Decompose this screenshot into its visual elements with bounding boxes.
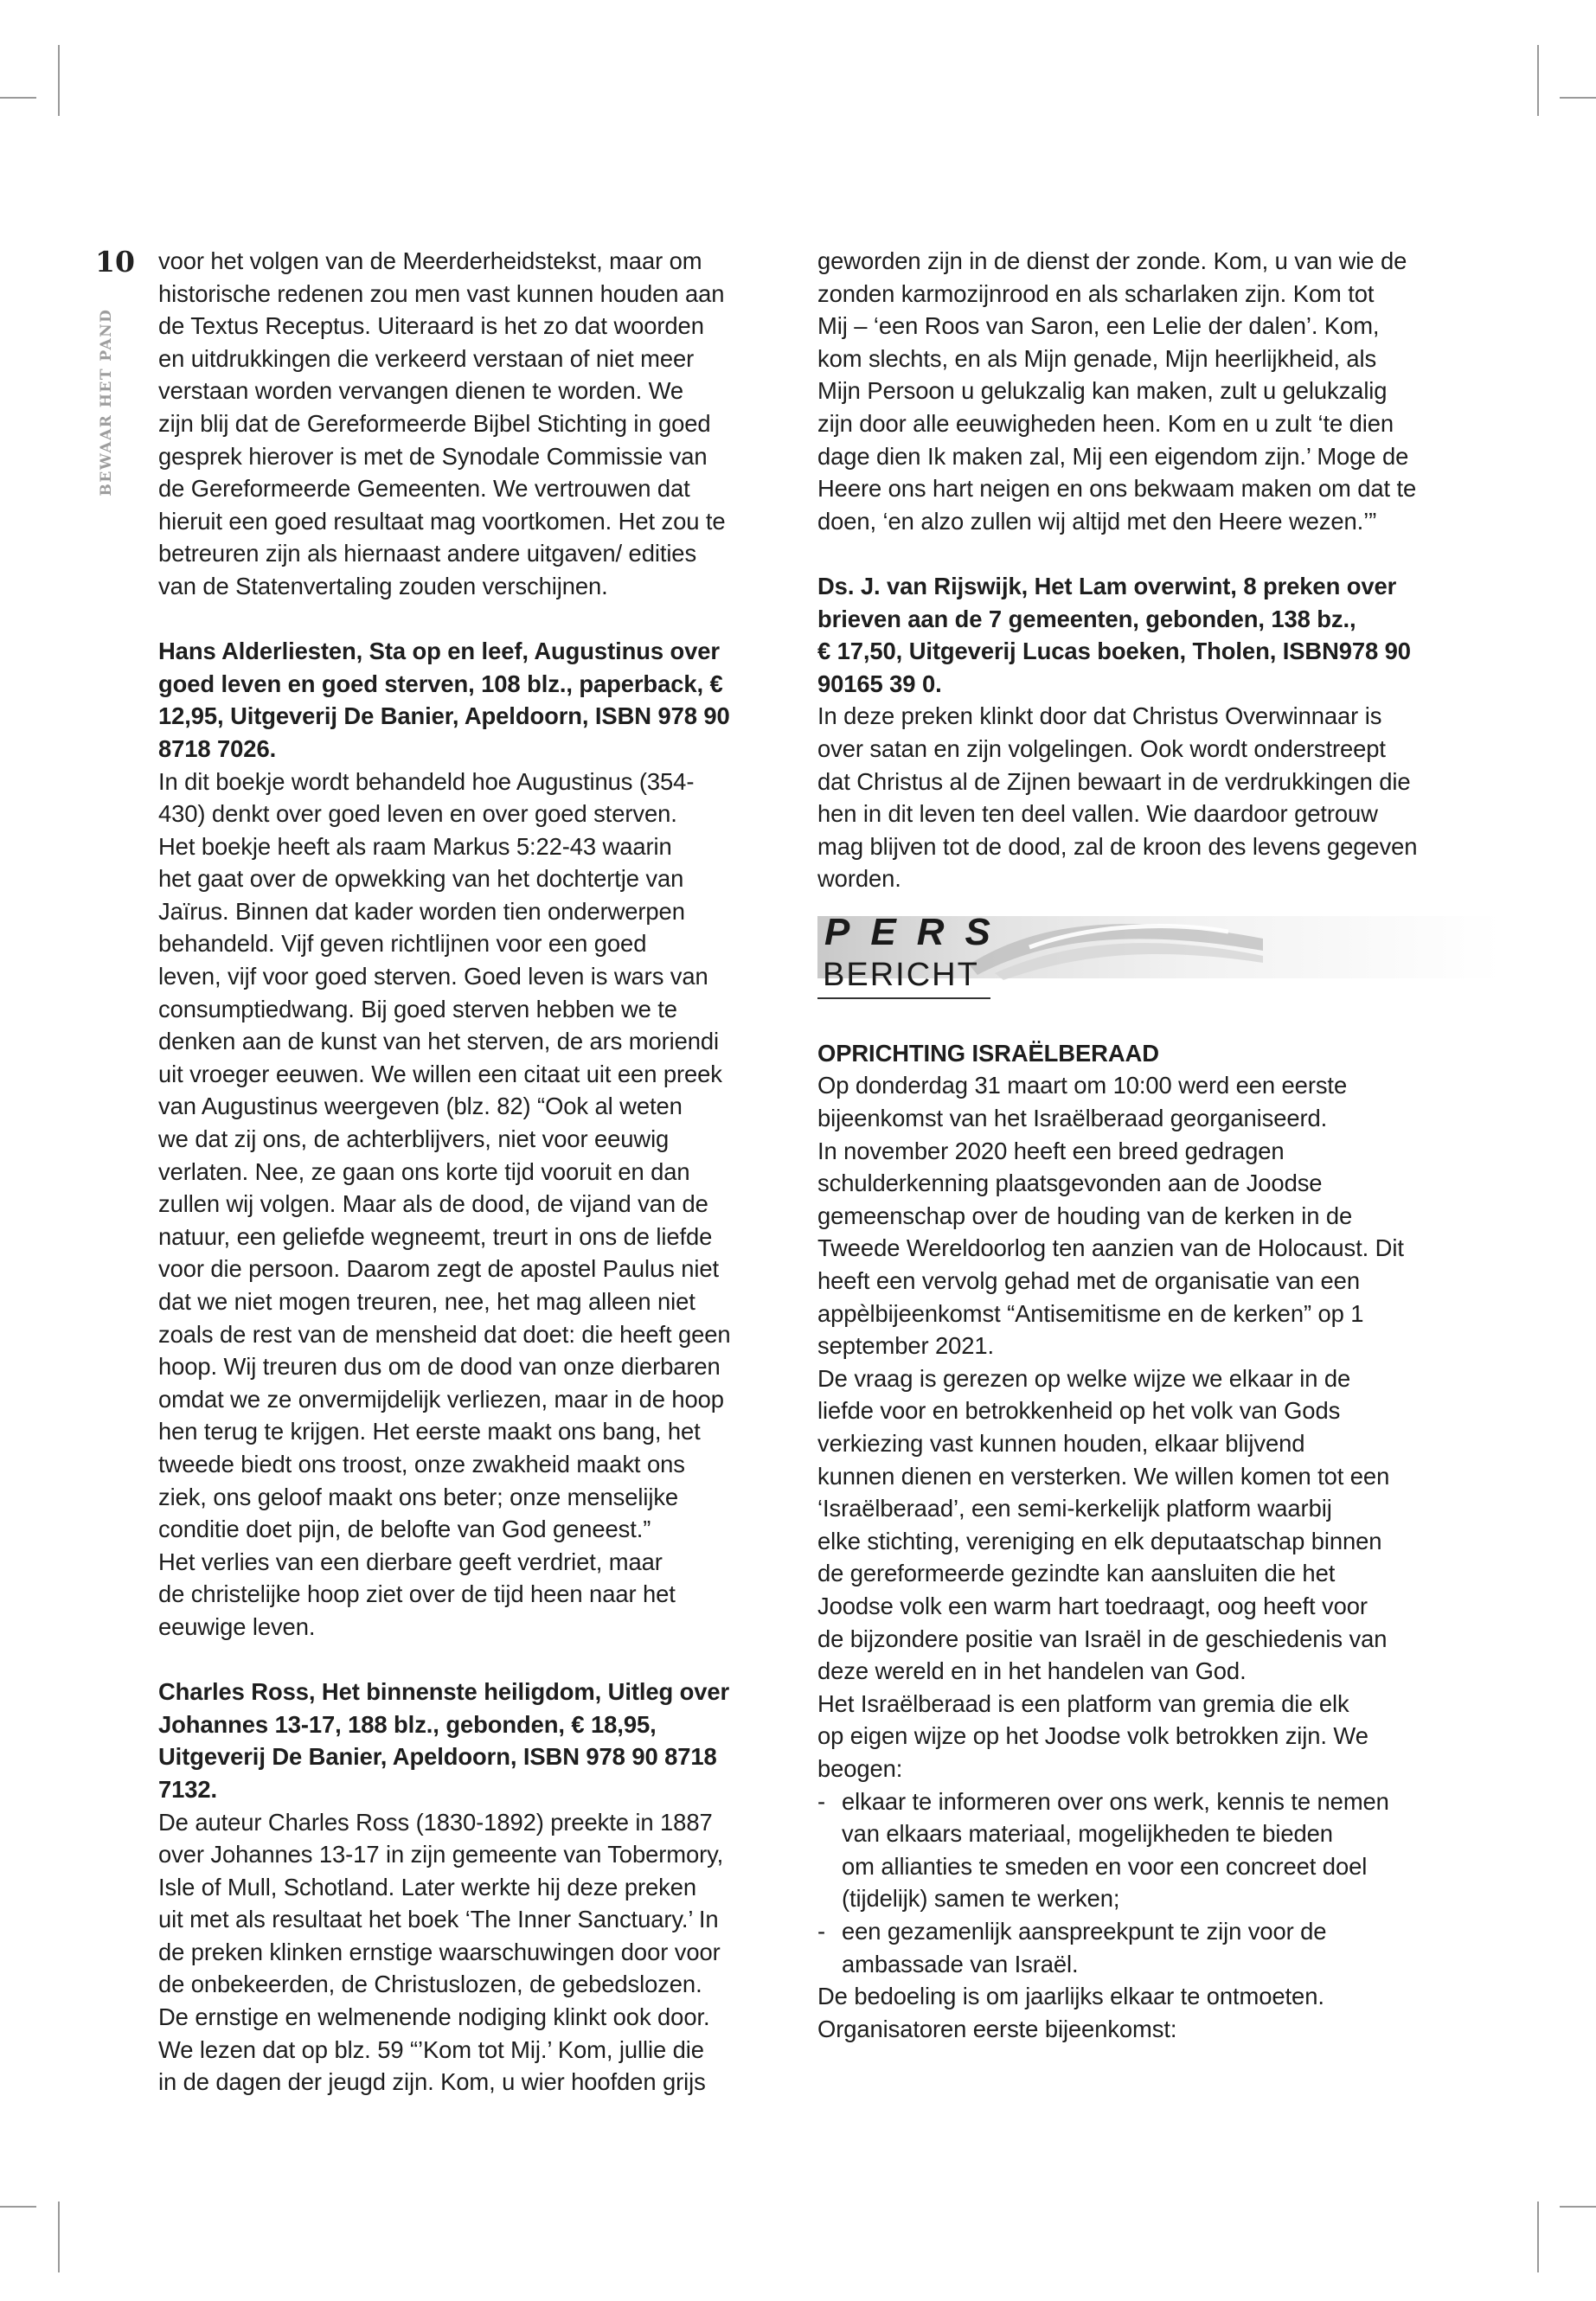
bullet-text	[842, 1915, 1326, 1980]
press-body	[817, 1069, 1462, 1785]
bullet-item	[817, 1915, 1462, 1980]
text-line: Ds. J. van Rijswijk, Het Lam overwint, 8 preken over	[817, 572, 1397, 599]
text-line: geworden zijn in de dienst der zonde. Kom, u van wie de	[817, 247, 1407, 274]
banner-swoosh-graphic	[969, 913, 1263, 980]
text-line: september 2021.	[817, 1332, 995, 1360]
crop-mark	[0, 2206, 36, 2208]
text-line: van elkaars materiaal, mogelijkheden te bieden	[842, 1820, 1333, 1848]
text-line: (tijdelijk) samen te werken;	[842, 1885, 1120, 1913]
text-line: 12,95, Uitgeverij De Banier, Apeldoorn, ISBN 978 90	[158, 702, 730, 730]
text-line: om allianties te smeden en voor een concreet doel	[842, 1852, 1368, 1880]
text-line: voor die persoon. Daarom zegt de apostel Paulus niet	[158, 1255, 720, 1283]
press-closing	[817, 1980, 1462, 2045]
text-line: hen in dit leven ten deel vallen. Wie daardoor getrouw	[817, 800, 1378, 828]
text-line: tweede biedt ons troost, onze zwakheid maakt ons	[158, 1450, 685, 1477]
text-line: zoals de rest van de mensheid dat doet: die heeft geen	[158, 1320, 731, 1348]
text-line: goed leven en goed sterven, 108 blz., paperback, €	[158, 670, 723, 697]
text-line: 8718 7026.	[158, 734, 277, 762]
text-line: De bedoeling is om jaarlijks elkaar te ontmoeten.	[817, 1983, 1324, 2010]
text-line: historische redenen zou men vast kunnen houden aan	[158, 279, 725, 307]
text-line: worden.	[817, 865, 901, 893]
text-line: hieruit een goed resultaat mag voortkomen. Het zou te	[158, 507, 726, 535]
crop-mark	[1560, 2206, 1596, 2208]
text-line: de bijzondere positie van Israël in de geschiedenis van	[817, 1625, 1388, 1652]
text-line: kunnen dienen en versterken. We willen komen tot een	[817, 1462, 1390, 1490]
text-line: uit vroeger eeuwen. We willen een citaat uit een preek	[158, 1060, 722, 1087]
text-line: uit met als resultaat het boek ‘The Inner Sanctuary.’ In	[158, 1906, 719, 1933]
text-line: In dit boekje wordt behandeld hoe Augustinus (354-	[158, 767, 695, 795]
text-line: consumptiedwang. Bij goed sterven hebben we te	[158, 995, 677, 1022]
text-line: We lezen dat op blz. 59 “’Kom tot Mij.’ Kom, jullie die	[158, 2035, 704, 2063]
banner-title-pers: PERS	[824, 910, 1011, 953]
text-line: elke stichting, vereniging en elk deputaatschap binnen	[817, 1527, 1382, 1554]
text-line: Jaïrus. Binnen dat kader worden tien onderwerpen	[158, 897, 685, 925]
text-line: Isle of Mull, Schotland. Later werkte hij deze preken	[158, 1873, 696, 1900]
review-body-ross	[158, 1806, 760, 2099]
text-line: Hans Alderliesten, Sta op en leef, Augustinus over	[158, 638, 720, 665]
text-line: 90165 39 0.	[817, 670, 942, 697]
text-line: heeft een vervolg gehad met de organisatie van een	[817, 1267, 1360, 1295]
text-line: brieven aan de 7 gemeenten, gebonden, 138 bz.,	[817, 605, 1356, 632]
text-line: zijn door alle eeuwigheden heen. Kom en u zult ‘te dien	[817, 409, 1394, 437]
crop-mark	[1537, 2202, 1539, 2272]
bullet-item	[817, 1785, 1462, 1915]
text-line: doen, ‘en alzo zullen wij altijd met den Heere wezen.’”	[817, 507, 1377, 535]
text-line: Joodse volk een warm hart toedraagt, oog heeft voor	[817, 1592, 1368, 1619]
text-line: Johannes 13-17, 188 blz., gebonden, € 18,95,	[158, 1710, 657, 1738]
text-line: ambassade van Israël.	[842, 1950, 1079, 1977]
text-line: betreuren zijn als hiernaast andere uitgaven/ edities	[158, 540, 697, 567]
text-line: appèlbijeenkomst “Antisemitisme en de kerken” op 1	[817, 1299, 1364, 1327]
text-line: verlaten. Nee, ze gaan ons korte tijd vooruit en dan	[158, 1157, 690, 1185]
page-number: 10	[95, 245, 135, 279]
text-line: De ernstige en welmenende nodiging klinkt ook door.	[158, 2003, 710, 2031]
text-line: het gaat over de opwekking van het dochtertje van	[158, 865, 684, 893]
text-line: de christelijke hoop ziet over de tijd heen naar het	[158, 1580, 676, 1608]
right-column	[817, 245, 1462, 2045]
text-line: conditie doet pijn, de belofte van God geneest.”	[158, 1516, 651, 1543]
crop-mark	[58, 2202, 60, 2272]
text-line: en uitdrukkingen die verkeerd verstaan of niet meer	[158, 344, 695, 372]
press-release-banner	[817, 907, 1462, 1004]
text-line: dat Christus al de Zijnen bewaart in de verdrukkingen die	[817, 767, 1411, 795]
text-line: verkiezing vast kunnen houden, elkaar blijvend	[817, 1430, 1305, 1457]
crop-mark	[1537, 45, 1539, 116]
text-line: 7132.	[158, 1775, 218, 1803]
text-line: verstaan worden vervangen dienen te worden. We	[158, 377, 683, 405]
text-line: we dat zij ons, de achterblijvers, niet voor eeuwig	[158, 1125, 670, 1153]
crop-mark	[1560, 97, 1596, 99]
text-line: 430) denkt over goed leven en over goed sterven.	[158, 800, 677, 828]
text-line: een gezamenlijk aanspreekpunt te zijn voor de	[842, 1917, 1327, 1945]
text-line: de Gereformeerde Gemeenten. We vertrouwen dat	[158, 475, 690, 503]
text-line: Mijn Persoon u gelukzalig kan maken, zult u gelukzalig	[817, 377, 1388, 405]
text-line: Mij – ‘een Roos van Saron, een Lelie der dalen’. Kom,	[817, 312, 1380, 340]
text-line: ‘Israëlberaad’, een semi-kerkelijk platform waarbij	[817, 1495, 1332, 1522]
running-head	[89, 303, 124, 502]
text-line: De auteur Charles Ross (1830-1892) preekte in 1887	[158, 1808, 713, 1836]
text-line: natuur, een geliefde wegneemt, treurt in ons de liefde	[158, 1222, 713, 1250]
text-line: hen terug te krijgen. Het eerste maakt ons bang, het	[158, 1418, 701, 1445]
text-line: in de dagen der jeugd zijn. Kom, u wier hoofden grijs	[158, 2068, 706, 2096]
press-heading: OPRICHTING ISRAËLBERAAD	[817, 1039, 1159, 1067]
banner-rule	[817, 997, 990, 999]
text-line: de onbekeerden, de Christuslozen, de gebedslozen.	[158, 1971, 702, 1998]
text-line: denken aan de kunst van het sterven, de ars moriendi	[158, 1028, 720, 1055]
quote-continuation	[817, 245, 1462, 537]
bullet-dash: -	[817, 1917, 826, 1945]
text-line: dage dien Ik maken zal, Mij een eigendom zijn.’ Moge de	[817, 442, 1409, 470]
text-line: dat we niet mogen treuren, nee, het mag alleen niet	[158, 1288, 695, 1315]
text-line: de gereformeerde gezindte kan aansluiten die het	[817, 1560, 1336, 1587]
text-line: ziek, ons geloof maakt ons beter; onze menselijke	[158, 1483, 679, 1510]
review-heading-ross	[158, 1676, 760, 1805]
review-body-van-rijswijk	[817, 700, 1462, 895]
text-line: van de Statenvertaling zouden verschijnen.	[158, 572, 608, 599]
text-line: mag blijven tot de dood, zal de kroon des levens gegeven	[817, 832, 1418, 860]
text-line: bijeenkomst van het Israëlberaad georganiseerd.	[817, 1105, 1328, 1132]
text-line: zijn blij dat de Gereformeerde Bijbel Stichting in goed	[158, 409, 711, 437]
text-line: Het Israëlberaad is een platform van gremia die elk	[817, 1689, 1349, 1717]
banner-title-bericht: BERICHT	[823, 956, 979, 993]
text-line: gemeenschap over de houding van de kerken in de	[817, 1202, 1353, 1229]
left-column	[158, 245, 760, 2099]
crop-mark	[58, 45, 60, 116]
text-line: Op donderdag 31 maart om 10:00 werd een eerste	[817, 1072, 1348, 1099]
review-heading-alderliesten	[158, 635, 760, 765]
text-line: liefde voor en betrokkenheid op het volk van Gods	[817, 1397, 1341, 1425]
text-line: op eigen wijze op het Joodse volk betrokken zijn. We	[817, 1722, 1368, 1750]
text-line: over Johannes 13-17 in zijn gemeente van Tobermory,	[158, 1841, 724, 1868]
bullet-text	[842, 1785, 1389, 1915]
text-line: Uitgeverij De Banier, Apeldoorn, ISBN 978 90 8718	[158, 1743, 717, 1771]
text-line: zonden karmozijnrood en als scharlaken zijn. Kom tot	[817, 279, 1375, 307]
text-line: gesprek hierover is met de Synodale Commissie van	[158, 442, 708, 470]
text-line: De vraag is gerezen op welke wijze we elkaar in de	[817, 1364, 1351, 1392]
text-line: over satan en zijn volgelingen. Ook wordt onderstreept	[817, 734, 1386, 762]
text-line: kom slechts, en als Mijn genade, Mijn heerlijkheid, als	[817, 344, 1377, 372]
intro-paragraph	[158, 245, 760, 603]
text-line: € 17,50, Uitgeverij Lucas boeken, Tholen, ISBN978 90	[817, 638, 1411, 665]
text-line: deze wereld en in het handelen van God.	[817, 1657, 1247, 1685]
text-line: elkaar te informeren over ons werk, kennis te nemen	[842, 1787, 1389, 1815]
text-line: Heere ons hart neigen en ons bekwaam maken om dat te	[817, 475, 1417, 503]
text-line: Het verlies van een dierbare geeft verdriet, maar	[158, 1548, 663, 1575]
text-line: eeuwige leven.	[158, 1612, 316, 1640]
text-line: beogen:	[817, 1754, 903, 1782]
text-line: schulderkenning plaatsgevonden aan de Joodse	[817, 1170, 1323, 1197]
text-line: Het boekje heeft als raam Markus 5:22-43 waarin	[158, 832, 672, 860]
text-line: leven, vijf voor goed sterven. Goed leven is wars van	[158, 963, 708, 990]
text-line: Tweede Wereldoorlog ten aanzien van de Holocaust. Dit	[817, 1234, 1404, 1262]
text-line: van Augustinus weergeven (blz. 82) “Ook al weten	[158, 1093, 683, 1120]
running-head-text: BEWAAR HET PAND	[98, 308, 115, 497]
text-line: hoop. Wij treuren dus om de dood van onze dierbaren	[158, 1353, 721, 1381]
bullet-dash: -	[817, 1787, 826, 1815]
crop-mark	[0, 97, 36, 99]
text-line: de Textus Receptus. Uiteraard is het zo dat woorden	[158, 312, 704, 340]
text-line: behandeld. Vijf geven richtlijnen voor een goed	[158, 930, 647, 958]
text-line: de preken klinken ernstige waarschuwingen door voor	[158, 1938, 721, 1965]
press-bullet-list	[817, 1785, 1462, 1981]
review-heading-van-rijswijk	[817, 570, 1462, 700]
text-line: voor het volgen van de Meerderheidstekst, maar om	[158, 247, 702, 274]
text-line: Charles Ross, Het binnenste heiligdom, Uitleg over	[158, 1678, 730, 1706]
text-line: zullen wij volgen. Maar als de dood, de vijand van de	[158, 1190, 708, 1218]
review-body-alderliesten	[158, 766, 760, 1644]
text-line: Organisatoren eerste bijeenkomst:	[817, 2015, 1177, 2042]
text-line: In november 2020 heeft een breed gedragen	[817, 1137, 1285, 1164]
text-line: omdat we ze onvermijdelijk verliezen, maar in de hoop	[158, 1385, 724, 1413]
text-line: In deze preken klinkt door dat Christus Overwinnaar is	[817, 702, 1382, 730]
